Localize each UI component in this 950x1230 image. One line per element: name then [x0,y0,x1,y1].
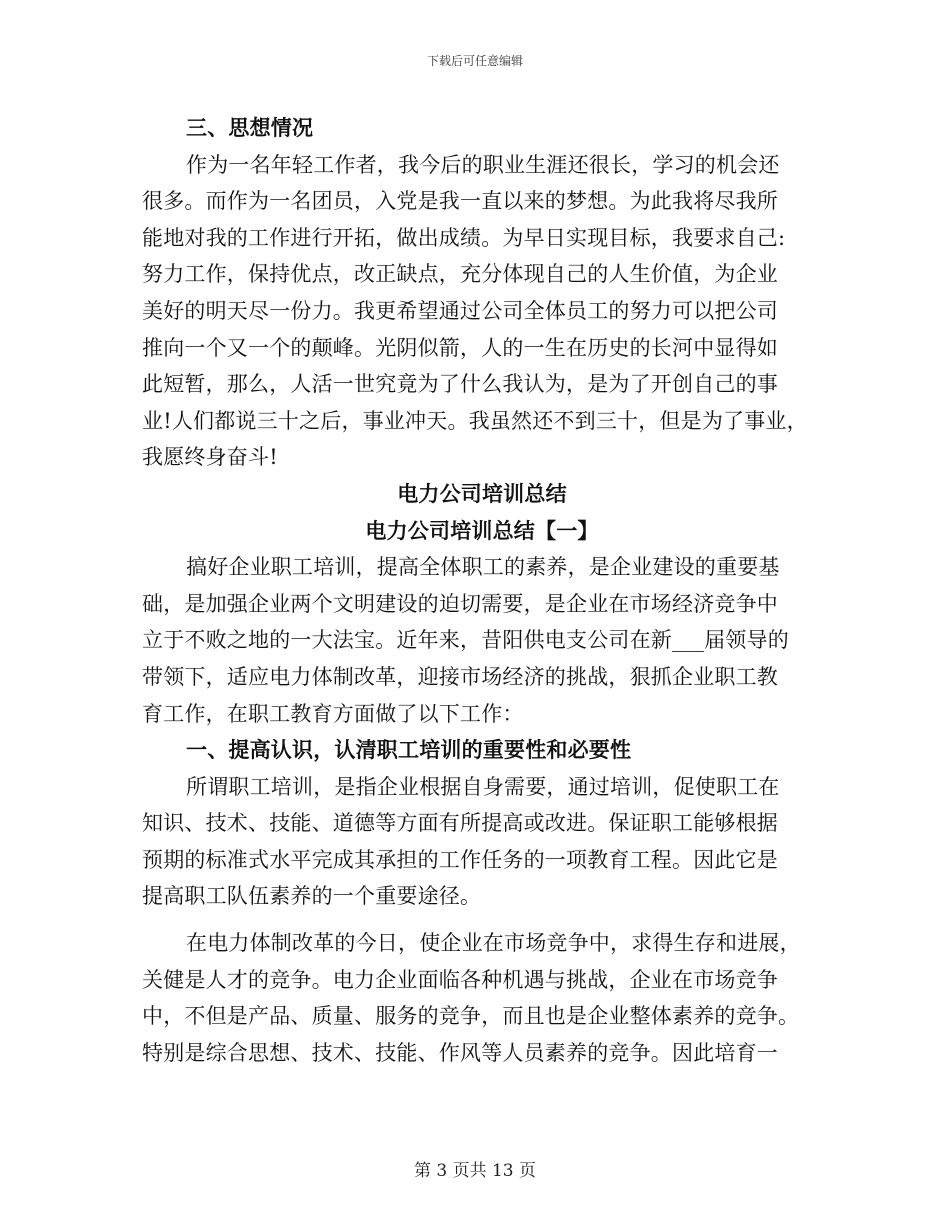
paragraph-line: 业!人们都说三十之后，事业冲天。我虽然还不到三十，但是为了事业， [142,408,808,433]
paragraph-line: 关健是人才的竞争。电力企业面临各种机遇与挑战，企业在市场竞争 [142,967,778,992]
paragraph-line: 搞好企业职工培训，提高全体职工的素养，是企业建设的重要基 [186,555,780,580]
paragraph-line: 知识、技术、技能、道德等方面有所提高或改进。保证职工能够根据 [142,811,778,836]
paragraph-line: 带领下，适应电力体制改革，迎接市场经济的挑战，狠抓企业职工教 [142,664,778,689]
paragraph-line: 提高职工队伍素养的一个重要途径。 [142,884,482,909]
paragraph-line: 努力工作，保持优点，改正缺点，充分体现自己的人生价值，为企业 [142,262,778,287]
paragraph-line: 特别是综合思想、技术、技能、作风等人员素养的竞争。因此培育一 [142,1040,778,1065]
section-heading-thoughts: 三、思想情况 [186,115,314,140]
section-heading-awareness: 一、提高认识，认清职工培训的重要性和必要性 [186,737,632,763]
paragraph-line: 础，是加强企业两个文明建设的迫切需要，是企业在市场经济竞争中 [142,591,778,616]
document-body [142,110,822,1071]
paragraph-line: 推向一个又一个的颠峰。光阴似箭，人的一生在历史的长河中显得如 [142,335,778,360]
document-subtitle: 电力公司培训总结【一】 [365,517,599,543]
paragraph-line: 育工作，在职工教育方面做了以下工作： [142,701,524,726]
paragraph-line: 所谓职工培训，是指企业根据自身需要，通过培训，促使职工在 [186,774,780,799]
paragraph-line: 在电力体制改革的今日，使企业在市场竞争中，求得生存和进展， [186,931,801,956]
document-title: 电力公司培训总结 [397,480,567,506]
paragraph-line: 我愿终身奋斗! [142,445,278,470]
paragraph-line: 此短暂，那么，人活一世究竟为了什么我认为，是为了开创自己的事 [142,372,778,397]
paragraph-line: 很多。而作为一名团员，入党是我一直以来的梦想。为此我将尽我所 [142,189,778,214]
paragraph-line: 能地对我的工作进行开拓，做出成绩。为早日实现目标，我要求自己: [142,225,786,250]
paragraph-line: 美好的明天尽一份力。我更希望通过公司全体员工的努力可以把公司 [142,298,778,323]
page-header: 下载后可任意编辑 [426,54,523,68]
paragraph-line: 立于不败之地的一大法宝。近年来，昔阳供电支公司在新___届领导的 [142,628,789,653]
page-footer: 第 3 页共 13 页 [413,1161,537,1181]
paragraph-line: 预期的标准式水平完成其承担的工作任务的一项教育工程。因此它是 [142,847,778,872]
paragraph-line: 中，不但是产品、质量、服务的竞争，而且也是企业整体素养的竞争。 [142,1004,800,1029]
paragraph-gap [142,915,822,925]
paragraph-line: 作为一名年轻工作者，我今后的职业生涯还很长，学习的机会还 [186,152,780,177]
